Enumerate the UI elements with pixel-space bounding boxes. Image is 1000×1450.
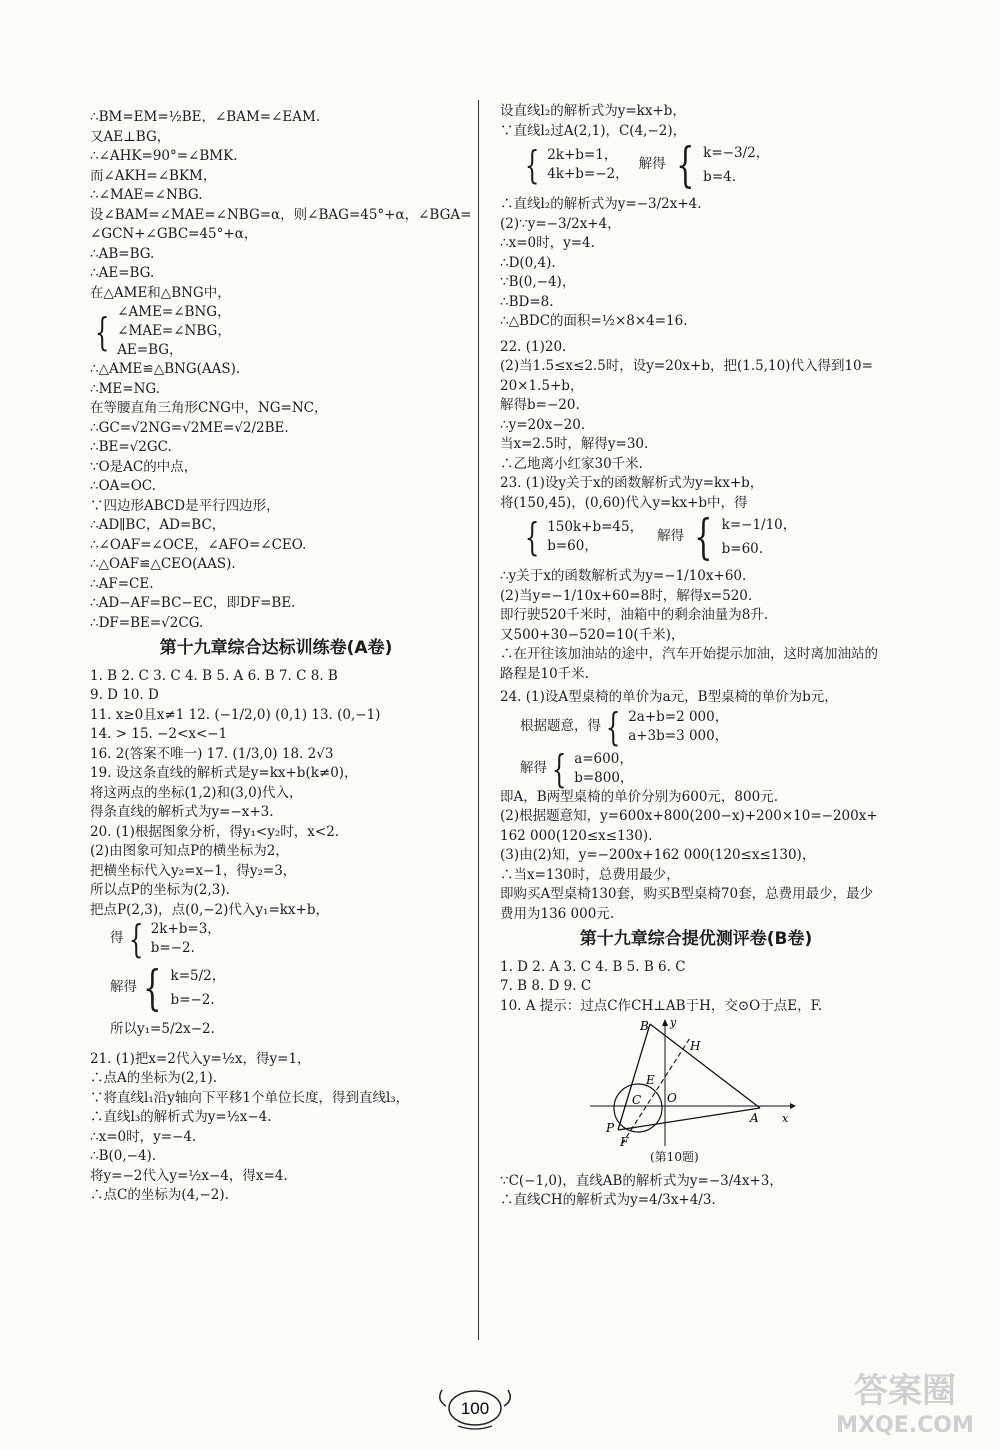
brace: { — [524, 515, 540, 559]
text-line: 设∠BAM=∠MAE=∠NBG=α，则∠BAG=45°+α，∠BGA= — [90, 206, 472, 223]
system-prefix: 得 — [110, 930, 124, 947]
text-line: 将这两点的坐标(1,2)和(3,0)代入， — [90, 784, 303, 801]
text-line: 即A，B两型桌椅的单价分别为600元，800元. — [500, 788, 778, 805]
system-prefix: 解得 — [520, 759, 547, 776]
text-line: 11. x≥0且x≠1 12. (−1/2,0) (0,1) 13. (0,−1) — [90, 706, 381, 723]
text-line: ∵四边形ABCD是平行四边形， — [90, 497, 280, 514]
text-line: 费用为136 000元. — [500, 905, 615, 922]
watermark-logo — [830, 1360, 980, 1440]
equation-row: b=800， — [574, 769, 634, 786]
right-column — [500, 102, 892, 1211]
text-line: ∴∠AHK=90°=∠BMK. — [90, 148, 238, 164]
brace: { — [694, 509, 713, 565]
text-line: ∴AD−AF=BC−EC，即DF=BE. — [90, 595, 296, 611]
label-f: F — [620, 1135, 629, 1148]
line-pa — [618, 1108, 760, 1130]
text-line: (2)当1.5≤x≤2.5时，设y=20x+b，把(1.5,10)代入得到10= — [500, 358, 873, 374]
text-line: ∠GCN+∠GBC=45°+α， — [90, 226, 258, 242]
system-prefix: 解得 — [638, 156, 666, 173]
text-line: ∵O是AC的中点， — [90, 458, 198, 475]
text-line: ∴BD=8. — [500, 293, 554, 310]
text-line: ∴∠OAF=∠OCE，∠AFO=∠CEO. — [90, 536, 307, 553]
equation-system — [500, 704, 892, 749]
text-line: ∵C(−1,0)，直线AB的解析式为y=−3/4x+3， — [500, 1172, 783, 1189]
text-line: 19. 设这条直线的解析式是y=kx+b(k≠0)， — [90, 765, 358, 781]
text-line: 将(150,45)，(0,60)代入y=kx+b中，得 — [500, 494, 748, 511]
text-line: ∴BE=√2GC. — [90, 439, 172, 455]
text-line: 得条直线的解析式为y=−x+3. — [90, 804, 274, 820]
text-line: 在△AME和△BNG中， — [90, 284, 231, 301]
text-line: 14. > 15. −2<x<−1 — [90, 726, 228, 742]
text-line: (2)当y=−1/10x+60=8时，解得x=520. — [500, 587, 753, 604]
text-line: ∴ME=NG. — [90, 380, 160, 397]
text-line: ∴△OAF≌△CEO(AAS). — [90, 556, 236, 572]
system-prefix: 解得 — [110, 979, 137, 996]
text-line: 10. A 提示：过点C作CH⊥AB于H，交⊙O于点E，F. — [500, 997, 823, 1014]
text-line: 23. (1)设y关于x的函数解析式为y=kx+b， — [500, 475, 764, 491]
text-line: 162 000(120≤x≤130). — [500, 827, 653, 844]
equation-system — [500, 746, 892, 791]
brace: { — [94, 309, 110, 354]
text-line: 20×1.5+b， — [500, 377, 584, 394]
text-line: ∴AB=BG. — [90, 245, 155, 262]
equation-row: a+3b=3 000， — [628, 727, 729, 744]
text-line: 7. B 8. D 9. C — [500, 978, 592, 994]
text-line: ∴AD∥BC，AD=BC， — [90, 517, 226, 533]
text-line: ∴AE=BG. — [90, 265, 155, 281]
equation-row: 2k+b=1， — [547, 147, 618, 163]
text-line: 即行驶520千米时，油箱中的剩余油量为8升. — [500, 607, 769, 623]
brace: { — [675, 137, 695, 193]
text-line: ∴BM=EM=½BE，∠BAM=∠EAM. — [90, 109, 321, 125]
text-line: 1. B 2. C 3. C 4. B 5. A 6. B 7. C 8. B — [90, 667, 338, 684]
text-line: 所以y₁=5/2x−2. — [110, 1021, 215, 1037]
text-line: ∴直线l₃的解析式为y=½x−4. — [90, 1109, 272, 1125]
equation-row: a=600， — [574, 750, 633, 767]
text-line: ∴D(0,4). — [500, 254, 556, 271]
brace: { — [605, 704, 621, 749]
text-line: 把横坐标代入y₂=x−1，得y₂=3， — [90, 862, 297, 879]
text-line: ∵将直线l₁沿y轴向下平移1个单位长度，得到直线l₃， — [90, 1089, 410, 1106]
equation-system — [90, 917, 462, 961]
text-line: ∴y关于x的函数解析式为y=−1/10x+60. — [500, 568, 747, 584]
text-line: ∴GC=√2NG=√2ME=√2/2BE. — [90, 419, 289, 436]
text-line: ∴x=0时，y=−4. — [90, 1128, 197, 1145]
text-line: ∵直线l₂过A(2,1)，C(4,−2)， — [500, 122, 687, 139]
section-heading-b: 第十九章综合提优测评卷(B卷) — [579, 929, 813, 949]
label-e: E — [646, 1073, 655, 1087]
text-line: 21. (1)把x=2代入y=½x，得y=1， — [90, 1050, 311, 1067]
text-line: ∴直线l₂的解析式为y=−3/2x+4. — [500, 196, 702, 212]
text-line: 1. D 2. A 3. C 4. B 5. B 6. C — [500, 958, 686, 975]
text-line: ∴点A的坐标为(2,1). — [90, 1070, 218, 1086]
brace: { — [143, 960, 162, 1016]
equation-row: k=−1/10， — [721, 517, 797, 533]
page-number-badge — [430, 1380, 520, 1430]
equation-row: k=5/2， — [170, 968, 226, 984]
svg-text:答案圈: 答案圈 — [854, 1371, 956, 1411]
equation-system — [90, 303, 462, 360]
equation-row: b=−2. — [170, 992, 215, 1008]
text-line: ∴△BDC的面积=½×8×4=16. — [500, 313, 688, 329]
text-line: ∴在开往该加油站的途中，汽车开始提示加油，这时离加油站的 — [500, 646, 878, 662]
text-line: 9. D 10. D — [90, 687, 159, 703]
text-line: 所以点P的坐标为(2,3). — [90, 882, 230, 898]
text-line: (2)∵y=−3/2x+4， — [500, 215, 621, 232]
equation-row: ∠AME=∠BNG， — [117, 304, 231, 320]
equation-row: 2k+b=3， — [150, 921, 221, 937]
equation-row: b=60， — [547, 538, 598, 554]
equation-row: 2a+b=2 000， — [628, 708, 729, 725]
text-line: 而∠AKH=∠BKM， — [90, 167, 217, 184]
text-line: ∴乙地离小红家30千米. — [500, 455, 643, 472]
text-line: ∵B(0,−4)， — [500, 274, 576, 290]
label-x: x — [782, 1112, 789, 1125]
brace: { — [524, 143, 540, 187]
text-line: 当x=2.5时，解得y=30. — [500, 436, 649, 452]
text-line: 24. (1)设A型桌椅的单价为a元，B型桌椅的单价为b元， — [500, 689, 838, 705]
equation-row: ∠MAE=∠NBG， — [117, 323, 231, 339]
text-line: 解得b=−20. — [500, 397, 580, 413]
text-line: 22. (1)20. — [500, 338, 567, 355]
label-c: C — [632, 1093, 642, 1107]
text-line: ∴AF=CE. — [90, 575, 154, 592]
text-line: 设直线l₂的解析式为y=kx+b， — [500, 103, 686, 119]
brace: { — [128, 917, 143, 961]
text-line: ∴直线CH的解析式为y=4/3x+4/3. — [500, 1192, 716, 1208]
text-line: ∴B(0,−4). — [90, 1148, 157, 1164]
page-number: 100 — [460, 1399, 490, 1418]
text-line: ∴OA=OC. — [90, 478, 156, 494]
svg-text:MXQE.COM: MXQE.COM — [836, 1413, 974, 1438]
text-line: (2)根据题意知，y=600x+800(200−x)+200×10=−200x+ — [500, 808, 878, 824]
figure-caption: (第10题) — [650, 1150, 699, 1164]
system-prefix: 根据题意，得 — [520, 717, 601, 734]
text-line: ∴∠MAE=∠NBG. — [90, 187, 203, 203]
label-h: H — [690, 1039, 701, 1053]
label-p: P — [606, 1121, 615, 1135]
label-o: O — [667, 1091, 677, 1105]
equation-row: b=−2. — [150, 940, 195, 956]
line-ch — [622, 1038, 690, 1144]
text-line: ∴当x=130时，总费用最少， — [500, 866, 680, 883]
equation-row: b=4. — [703, 169, 737, 185]
equation-row: 4k+b=−2， — [547, 166, 629, 182]
text-line: ∴点C的坐标为(4,−2). — [90, 1187, 229, 1203]
left-column — [90, 108, 472, 1206]
equation-row: b=60. — [721, 541, 764, 557]
text-line: 将y=−2代入y=½x−4，得x=4. — [90, 1167, 288, 1184]
text-line: ∴x=0时，y=4. — [500, 235, 595, 251]
label-a: A — [750, 1111, 759, 1125]
equation-system — [500, 509, 892, 565]
text-line: ∴y=20x−20. — [500, 416, 586, 433]
text-line: 路程是10千米. — [500, 665, 589, 682]
column-divider — [478, 100, 479, 1340]
text-line: 16. 2(答案不唯一) 17. (1/3,0) 18. 2√3 — [90, 745, 334, 762]
equation-row: 150k+b=45， — [547, 519, 644, 535]
brace: { — [551, 746, 567, 791]
system-prefix: 解得 — [657, 528, 685, 545]
figure-10-diagram — [590, 1018, 820, 1148]
text-line: (2)由图象可知点P的横坐标为2， — [90, 843, 289, 859]
label-y: y — [670, 1018, 677, 1029]
text-line: ∴△AME≌△BNG(AAS). — [90, 361, 241, 377]
section-heading-a: 第十九章综合达标训练卷(A卷) — [159, 638, 393, 658]
equation-system — [90, 960, 462, 1016]
equation-row: AE=BG， — [117, 342, 183, 358]
text-line: 又500+30−520=10(千米)， — [500, 626, 685, 643]
text-line: (3)由(2)知，y=−200x+162 000(120≤x≤130)， — [500, 847, 816, 863]
text-line: 又AE⊥BG， — [90, 128, 171, 145]
equation-system — [500, 137, 892, 193]
text-line: 把点P(2,3)，点(0,−2)代入y₁=kx+b， — [90, 901, 329, 918]
text-line: 20. (1)根据图象分析，得y₁<y₂时，x<2. — [90, 823, 340, 840]
label-b: B — [640, 1019, 649, 1033]
equation-row: k=−3/2， — [703, 145, 770, 161]
text-line: 即购买A型桌椅130套，购买B型桌椅70套，总费用最少，最少 — [500, 886, 874, 902]
text-line: 在等腰直角三角形CNG中，NG=NC， — [90, 400, 328, 416]
text-line: ∴DF=BE=√2CG. — [90, 614, 204, 631]
